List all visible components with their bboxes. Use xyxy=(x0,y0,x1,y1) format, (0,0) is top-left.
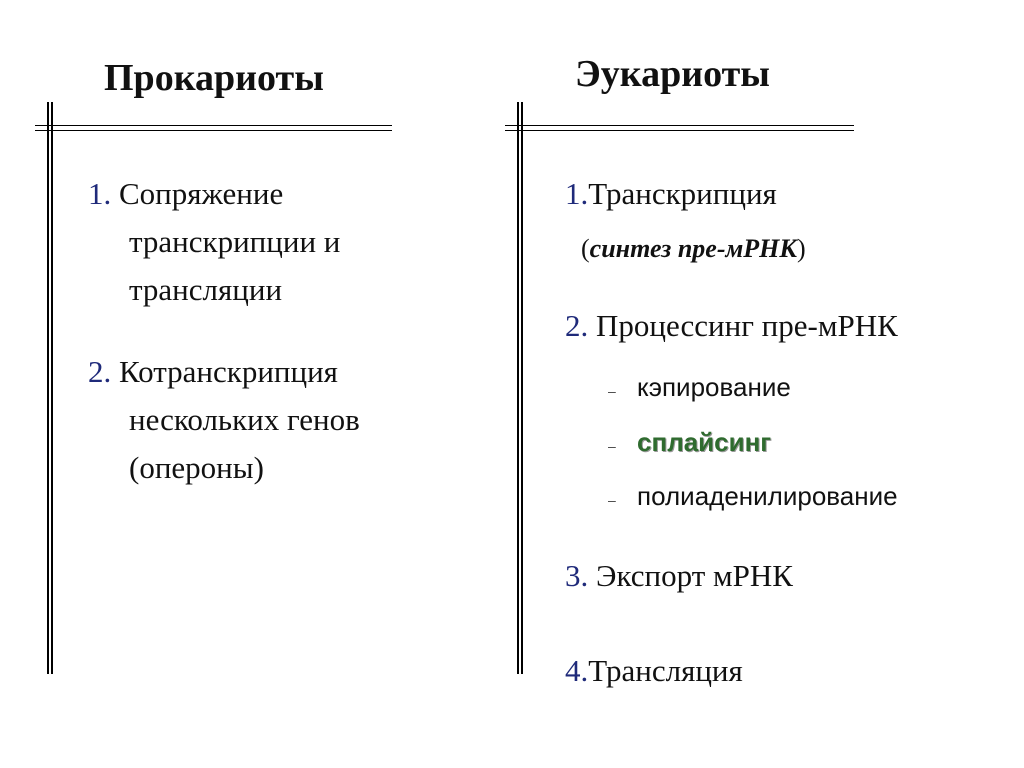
subitem-bullet: – xyxy=(608,438,616,454)
subitem-bullet: – xyxy=(608,383,616,399)
right-vertical-line-1 xyxy=(517,102,519,674)
left-vertical-line-1 xyxy=(47,102,49,674)
right-item-3-number: 3. xyxy=(565,558,589,593)
right-item-4-number: 4. xyxy=(565,653,589,688)
left-vertical-line-2 xyxy=(51,102,53,674)
subitem-bullet: – xyxy=(608,492,616,508)
note-paren-open: ( xyxy=(581,234,590,263)
right-item-1-number: 1. xyxy=(565,176,589,211)
right-item-3 xyxy=(565,557,793,595)
subitem-polyadenylation xyxy=(608,481,898,512)
left-item-2 xyxy=(88,353,338,391)
left-item-1-line-2: транскрипции и xyxy=(129,224,341,259)
left-horizontal-line-2 xyxy=(35,130,392,131)
right-item-4 xyxy=(565,652,743,690)
note-paren-close: ) xyxy=(797,234,806,263)
right-item-3-text: Экспорт мРНК xyxy=(596,558,793,593)
right-vertical-line-2 xyxy=(521,102,523,674)
left-item-1-number: 1. xyxy=(88,176,112,211)
right-item-2 xyxy=(565,307,898,345)
prokaryotes-title: Прокариоты xyxy=(104,57,324,99)
right-item-2-text: Процессинг пре-мРНК xyxy=(596,308,898,343)
subitem-capping xyxy=(608,372,791,403)
right-item-2-number: 2. xyxy=(565,308,589,343)
right-item-4-text: Трансляция xyxy=(588,653,743,688)
subitem-text: полиаденилирование xyxy=(637,481,898,511)
left-item-2-line-3: (опероны) xyxy=(129,450,264,485)
subitem-text-highlighted: сплайсинг xyxy=(637,427,772,457)
left-item-1-line-1: Сопряжение xyxy=(119,176,284,211)
note-text: синтез пре-мРНК xyxy=(589,234,798,263)
right-item-1 xyxy=(565,175,777,213)
right-item-1-text: Транскрипция xyxy=(588,176,777,211)
left-horizontal-line-1 xyxy=(35,125,392,126)
right-item-1-note xyxy=(581,234,806,264)
left-item-2-line-1: Котранскрипция xyxy=(119,354,338,389)
right-horizontal-line-2 xyxy=(505,130,854,131)
subitem-text: кэпирование xyxy=(637,372,791,402)
subitem-splicing xyxy=(608,427,771,458)
eukaryotes-title: Эукариоты xyxy=(575,53,770,95)
left-item-1 xyxy=(88,175,283,213)
left-item-2-line-2: нескольких генов xyxy=(129,402,360,437)
left-item-1-line-3: трансляции xyxy=(129,272,283,307)
right-horizontal-line-1 xyxy=(505,125,854,126)
left-item-2-number: 2. xyxy=(88,354,112,389)
